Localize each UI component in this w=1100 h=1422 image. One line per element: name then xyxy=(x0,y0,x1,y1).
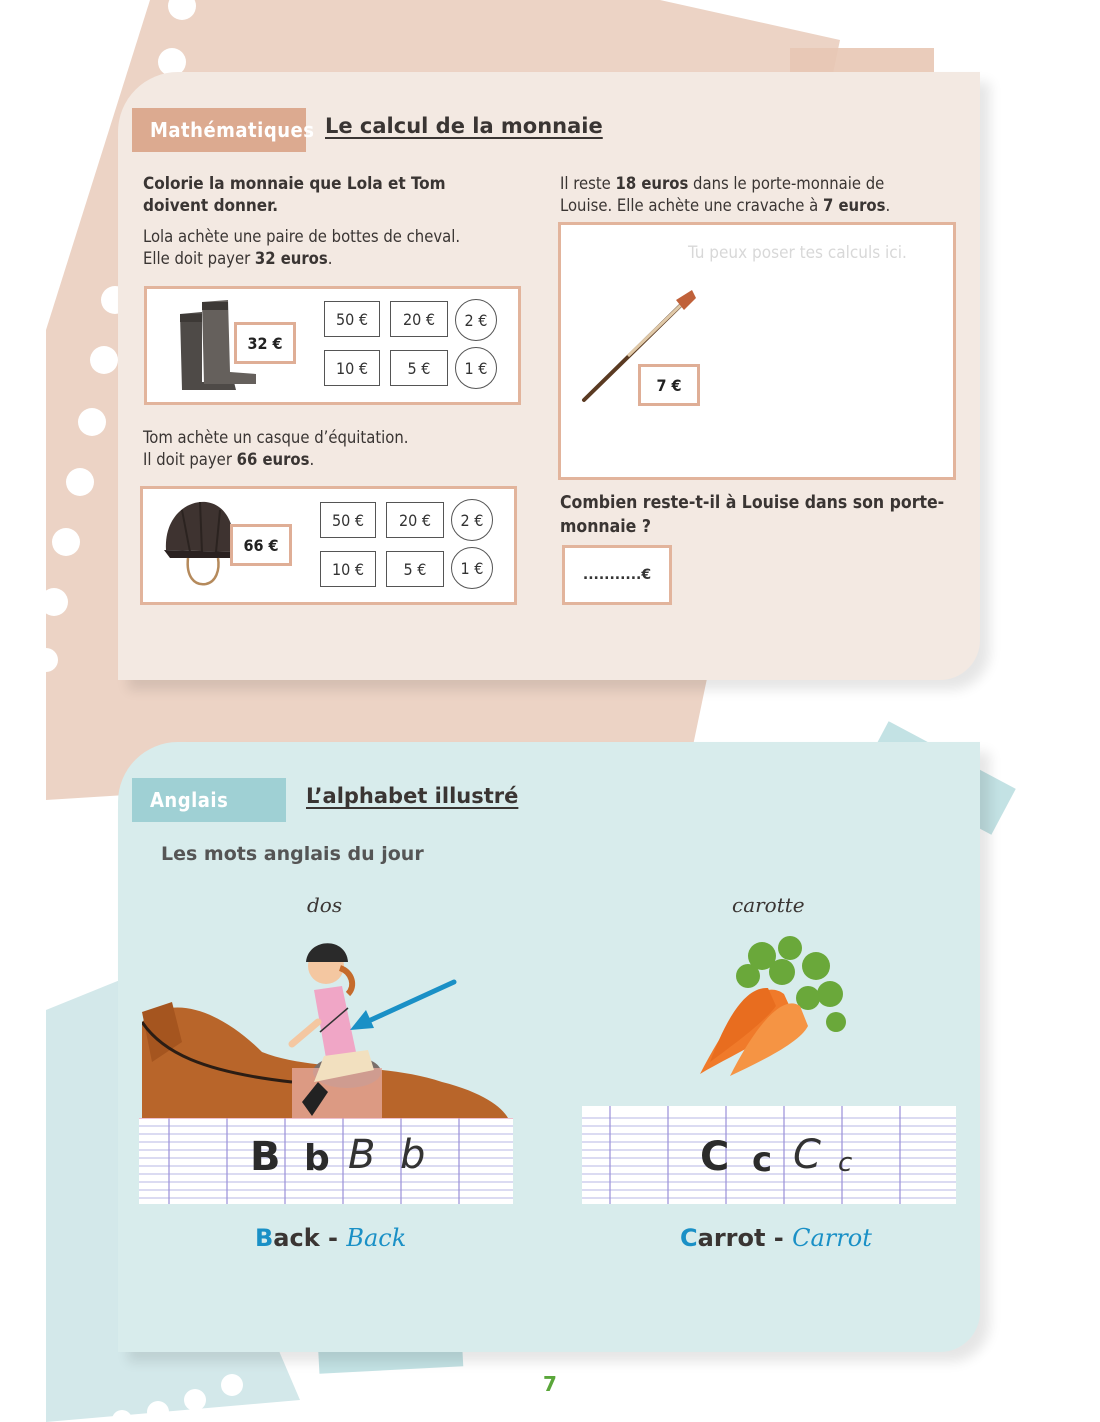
letter-small-c: c xyxy=(752,1140,773,1180)
calculation-placeholder: Tu peux poser tes calculs ici. xyxy=(688,243,907,263)
riding-helmet-illustration xyxy=(160,496,240,591)
note-5-euros[interactable]: 5 € xyxy=(390,350,448,386)
tom-line-2: Il doit payer 66 euros. xyxy=(143,450,315,469)
note-10-euros[interactable]: 10 € xyxy=(320,551,376,587)
note-10-euros[interactable]: 10 € xyxy=(324,350,380,386)
carrot-illustration xyxy=(690,936,854,1082)
crop-price-tag: 7 € xyxy=(638,364,700,406)
math-section-title: Le calcul de la monnaie xyxy=(325,114,603,138)
helmet-price-tag: 66 € xyxy=(230,524,292,566)
lola-line-2: Elle doit payer 32 euros. xyxy=(143,249,333,268)
coin-1-euro[interactable]: 1 € xyxy=(451,547,493,589)
letter-cursive-small-b: b xyxy=(400,1132,426,1178)
note-20-euros[interactable]: 20 € xyxy=(390,301,448,337)
letter-cursive-capital-c: C xyxy=(793,1132,821,1178)
word2-french: carotte xyxy=(732,893,805,917)
coin-2-euros[interactable]: 2 € xyxy=(451,499,493,541)
letter-capital-c: C xyxy=(700,1134,730,1180)
answer-field[interactable]: ...........€ xyxy=(562,545,672,605)
letter-small-b: b xyxy=(304,1138,330,1179)
note-50-euros[interactable]: 50 € xyxy=(324,301,380,337)
arrow-pointing-back-icon xyxy=(344,976,460,1036)
note-50-euros[interactable]: 50 € xyxy=(320,502,376,538)
english-word-back: Back - Back xyxy=(255,1224,407,1252)
letter-cursive-small-c: c xyxy=(838,1148,853,1178)
coin-2-euros[interactable]: 2 € xyxy=(455,299,497,341)
english-section-tag: Anglais xyxy=(132,778,286,822)
note-20-euros[interactable]: 20 € xyxy=(386,502,444,538)
english-section-title: L’alphabet illustré xyxy=(306,784,519,808)
louise-question: Combien reste-t-il à Louise dans son porte-monnaie ? xyxy=(560,493,945,537)
english-subtitle: Les mots anglais du jour xyxy=(161,843,424,865)
english-word-carrot: Carrot - Carrot xyxy=(680,1224,872,1252)
math-instruction: Colorie la monnaie que Lola et Tom doivent donner. xyxy=(143,174,446,216)
louise-line-1: Il reste 18 euros dans le porte-monnaie de xyxy=(560,174,885,193)
tom-line-1: Tom achète un casque d’équitation. xyxy=(143,428,409,447)
math-section-tag: Mathématiques xyxy=(132,108,306,152)
letter-capital-b: B xyxy=(250,1134,281,1180)
coin-1-euro[interactable]: 1 € xyxy=(455,347,497,389)
louise-line-2: Louise. Elle achète une cravache à 7 euros. xyxy=(560,196,891,215)
note-5-euros[interactable]: 5 € xyxy=(386,551,444,587)
boots-price-tag: 32 € xyxy=(234,322,296,364)
lola-line-1: Lola achète une paire de bottes de cheval. xyxy=(143,227,461,246)
word1-french: dos xyxy=(307,893,343,917)
page-number: 7 xyxy=(543,1372,557,1396)
letter-cursive-capital-b: B xyxy=(348,1132,376,1178)
